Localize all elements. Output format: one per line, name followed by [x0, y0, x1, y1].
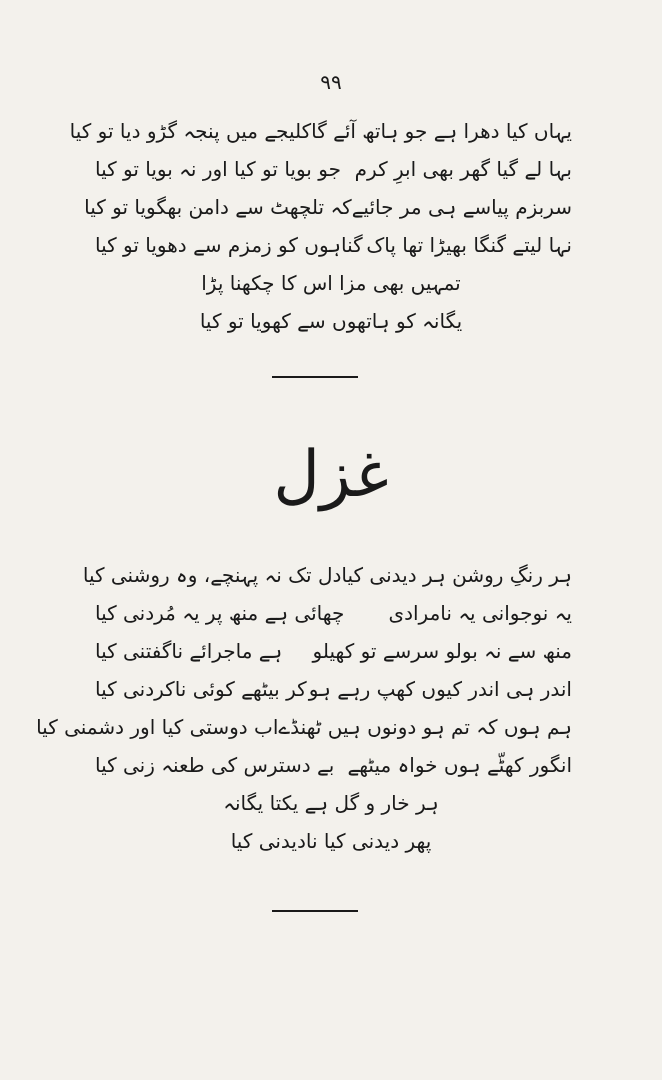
verse-line: نہا لیتے گنگا بھیڑا تھا پاک: [366, 233, 572, 257]
couplet-row: [0, 632, 662, 670]
verse-line: بے دسترس کی طعنہ زنی کیا: [95, 753, 335, 777]
verse-line: یہ نوجوانی یہ نامرادی: [388, 601, 572, 625]
couplet-row: [0, 112, 662, 150]
verse-line: جو بویا تو کیا اور نہ بویا تو کیا: [95, 157, 341, 181]
couplet-row: [0, 670, 662, 708]
verse-line: چھائی ہے منھ پر یہ مُردنی کیا: [95, 601, 345, 625]
verse-line: کہ تلچھٹ سے دامن بھگویا تو کیا: [84, 195, 352, 219]
verse-line: انگور کھٹّے ہوں خواہ میٹھے: [347, 753, 572, 777]
verse-line: ہے ماجرائے ناگفتنی کیا: [95, 639, 283, 663]
verse-line: منھ سے نہ بولو سرسے تو کھیلو: [312, 639, 572, 663]
closing-line: یگانہ کو ہاتھوں سے کھویا تو کیا: [199, 309, 463, 333]
verse-line: یہاں کیا دھرا ہے جو ہاتھ آئے گا: [311, 119, 572, 143]
closing-line: ہر خار و گل ہے یکتا یگانہ: [223, 791, 439, 815]
verse-line: گناہوں کو زمزم سے دھویا تو کیا: [95, 233, 363, 257]
ghazal-heading: غزل: [273, 438, 389, 512]
couplet-row: [0, 746, 662, 784]
couplet-row: [0, 226, 662, 264]
section-divider: [272, 376, 358, 378]
couplet-row: [0, 594, 662, 632]
verse-line: بہا لے گیا گھر بھی ابرِ کرم: [354, 157, 572, 181]
page-number: ۹۹: [320, 70, 342, 94]
couplet-row: [0, 188, 662, 226]
section-divider: [272, 910, 358, 912]
couplet-row: [0, 708, 662, 746]
poem-top: [0, 112, 662, 340]
verse-line: سربزم پیاسے ہی مر جائیے: [351, 195, 572, 219]
poem-ghazal: [0, 556, 662, 860]
verse-line: کر بیٹھے کوئی ناکردنی کیا: [95, 677, 307, 701]
verse-line: کلیجے میں پنجہ گڑو دیا تو کیا: [69, 119, 312, 143]
verse-line: دل تک نہ پہنچے، وہ روشنی کیا: [82, 563, 342, 587]
closing-line: پھر دیدنی کیا نادیدنی کیا: [230, 829, 432, 853]
verse-line: ہم ہوں کہ تم ہو دونوں ہیں ٹھنڈے: [278, 715, 572, 739]
verse-line: اب دوستی کیا اور دشمنی کیا: [36, 715, 279, 739]
couplet-row: [0, 150, 662, 188]
couplet-row: [0, 556, 662, 594]
verse-line: اندر ہی اندر کیوں کھپ رہے ہو: [308, 677, 572, 701]
verse-line: ہر رنگِ روشن ہر دیدنی کیا: [341, 563, 572, 587]
closing-line: تمہیں بھی مزا اس کا چکھنا پڑا: [201, 271, 461, 295]
